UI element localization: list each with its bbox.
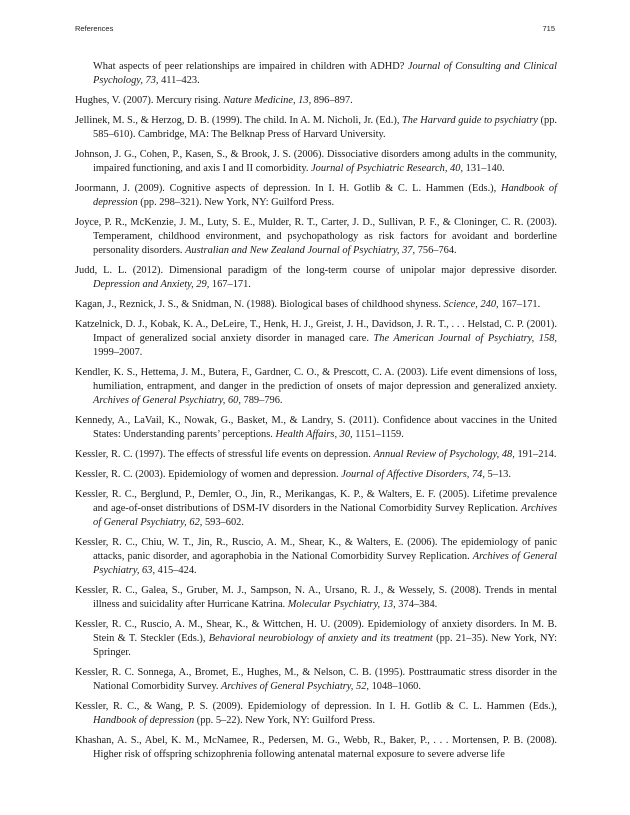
reference-pages: (pp. 298–321). New York, NY: Guilford Press. [137,197,335,208]
reference-source: Handbook of depression [93,715,195,726]
reference-pages: 411–423. [158,75,200,86]
reference-text: Kennedy, A., LaVail, K., Nowak, G., Basket, M., & Landry, S. (2011). Confidence about vaccines in the United States: Understanding parents’ perceptions. [75,415,557,440]
running-header: References [75,24,114,33]
reference-entry [75,216,557,258]
reference-text: Kessler, R. C., Chiu, W. T., Jin, R., Ruscio, A. M., Shear, K., & Walters, E. (2006). The epidemiology of panic attacks, panic disorder, and agoraphobia in the National Comorbidity Survey Replication. [75,537,557,562]
reference-entry [75,264,557,292]
reference-text: Khashan, A. S., Abel, K. M., McNamee, R., Pedersen, M. G., Webb, R., Baker, P., . . . Mortensen, P. B. (2008). Higher risk of offspring schizophrenia following antenatal maternal exposure to severe adverse life [75,735,557,760]
reference-entry [75,448,557,462]
reference-text: Joyce, P. R., McKenzie, J. M., Luty, S. E., Mulder, R. T., Carter, J. D., Sullivan, P. F., & Cloninger, C. R. (2003). Temperament, childhood environment, and psychopathology as risk factors for avoidant and borderline personality disorders. [75,217,557,256]
reference-entry [75,94,557,108]
reference-source: Archives of General Psychiatry, 60, [93,395,241,406]
reference-text: Kessler, R. C., Berglund, P., Demler, O., Jin, R., Merikangas, K. P., & Walters, E. F. (2005). Lifetime prevalence and age-of-onset distributions of DSM-IV disorders in the National Comorbidity Survey Replication. [75,489,557,514]
reference-entry [75,414,557,442]
reference-source: Journal of Psychiatric Research, 40, [311,163,464,174]
page-number: 715 [542,24,555,33]
reference-text: Joormann, J. (2009). Cognitive aspects of depression. In I. H. Gotlib & C. L. Hammen (Eds.), [75,183,501,194]
reference-text: Johnson, J. G., Cohen, P., Kasen, S., & Brook, J. S. (2006). Dissociative disorders among adults in the community, impaired functioning, and axis I and II comorbidity. [75,149,557,174]
reference-source: Archives of General Psychiatry, 52, [221,681,369,692]
reference-source: Health Affairs, 30, [275,429,353,440]
reference-pages: 756–764. [415,245,457,256]
reference-source: Molecular Psychiatry, 13, [287,599,396,610]
reference-text: Kessler, R. C. (2003). Epidemiology of women and depression. [75,469,342,480]
reference-entry [75,536,557,578]
reference-pages: (pp. 585–610). Cambridge, MA: The Belknap Press of Harvard University. [93,115,557,140]
reference-source: Archives of General Psychiatry, 63, [93,551,557,576]
reference-pages: 896–897. [311,95,353,106]
reference-text: Kessler, R. C., & Wang, P. S. (2009). Epidemiology of depression. In I. H. Gotlib & C. L. Hammen (Eds.), [75,701,557,712]
reference-entry [75,114,557,142]
reference-source: The Harvard guide to psychiatry [402,115,538,126]
reference-entry [75,734,557,762]
reference-text: Jellinek, M. S., & Herzog, D. B. (1999). The child. In A. M. Nicholi, Jr. (Ed.), [75,115,403,126]
reference-entry [75,468,557,482]
reference-text: Kessler, R. C., Ruscio, A. M., Shear, K., & Wittchen, H. U. (2009). Epidemiology of anxiety disorders. In M. B. Stein & T. Steckler (Eds.), [75,619,557,644]
reference-source: Handbook of depression [93,183,557,208]
reference-entry [75,298,557,312]
reference-pages: (pp. 5–22). New York, NY: Guilford Press. [194,715,376,726]
reference-entry [75,366,557,408]
reference-entry [75,700,557,728]
reference-text: Katzelnick, D. J., Kobak, K. A., DeLeire, T., Henk, H. J., Greist, J. H., Davidson, J. R. T., . . . Helstad, C. P. (2001). Impact of generalized social anxiety disorder in managed care. [75,319,557,344]
reference-pages: 167–171. [498,299,541,310]
reference-pages: 593–602. [202,517,244,528]
reference-pages: 131–140. [463,163,505,174]
reference-text: Kagan, J., Reznick, J. S., & Snidman, N. (1988). Biological bases of childhood shyness. [75,299,444,310]
reference-pages: 789–796. [240,395,283,406]
reference-text: Kendler, K. S., Hettema, J. M., Butera, F., Gardner, C. O., & Prescott, C. A. (2003). Life event dimensions of loss, humiliation, entrapment, and danger in the prediction of onsets of major depression and generalized anxiety. [75,367,557,392]
reference-text: Kessler, R. C. (1997). The effects of stressful life events on depression. [75,449,374,460]
reference-source: Nature Medicine, 13, [223,95,312,106]
reference-source: Australian and New Zealand Journal of Psychiatry, 37, [185,245,416,256]
reference-entry [75,584,557,612]
reference-text: What aspects of peer relationships are impaired in children with ADHD? [93,61,408,72]
reference-source: Depression and Anxiety, 29, [93,279,210,290]
reference-source: Journal of Consulting and Clinical Psychology, 73, [93,61,557,86]
reference-pages: 5–13. [484,469,511,480]
reference-pages: 1048–1060. [368,681,421,692]
reference-entry [75,618,557,660]
reference-text: Judd, L. L. (2012). Dimensional paradigm of the long-term course of unipolar major depressive disorder. [75,265,557,276]
reference-pages: 1151–1159. [352,429,404,440]
reference-entry [75,148,557,176]
reference-source: Science, 240, [443,299,499,310]
reference-entry [75,182,557,210]
reference-pages: 374–384. [395,599,438,610]
reference-source: Annual Review of Psychology, 48, [373,449,515,460]
reference-entry [75,60,557,88]
reference-pages: (pp. 21–35). New York, NY: Springer. [93,633,557,658]
reference-pages: 167–171. [209,279,251,290]
reference-text: Kessler, R. C., Galea, S., Gruber, M. J., Sampson, N. A., Ursano, R. J., & Wessely, S. (2008). Trends in mental illness and suicidality after Hurricane Katrina. [75,585,557,610]
reference-list [75,60,557,768]
reference-text: Kessler, R. C. Sonnega, A., Bromet, E., Hughes, M., & Nelson, C. B. (1995). Posttraumatic stress disorder in the National Comorbidity Survey. [75,667,557,692]
reference-source: Behavioral neurobiology of anxiety and its treatment [208,633,433,644]
reference-pages: 191–214. [514,449,557,460]
reference-text: Hughes, V. (2007). Mercury rising. [75,95,224,106]
reference-source: Archives of General Psychiatry, 62, [93,503,557,528]
reference-pages: 1999–2007. [93,347,143,358]
reference-entry [75,488,557,530]
reference-source: Journal of Affective Disorders, 74, [341,469,485,480]
reference-entry [75,318,557,360]
reference-pages: 415–424. [155,565,197,576]
reference-source: The American Journal of Psychiatry, 158, [373,333,557,344]
reference-entry [75,666,557,694]
